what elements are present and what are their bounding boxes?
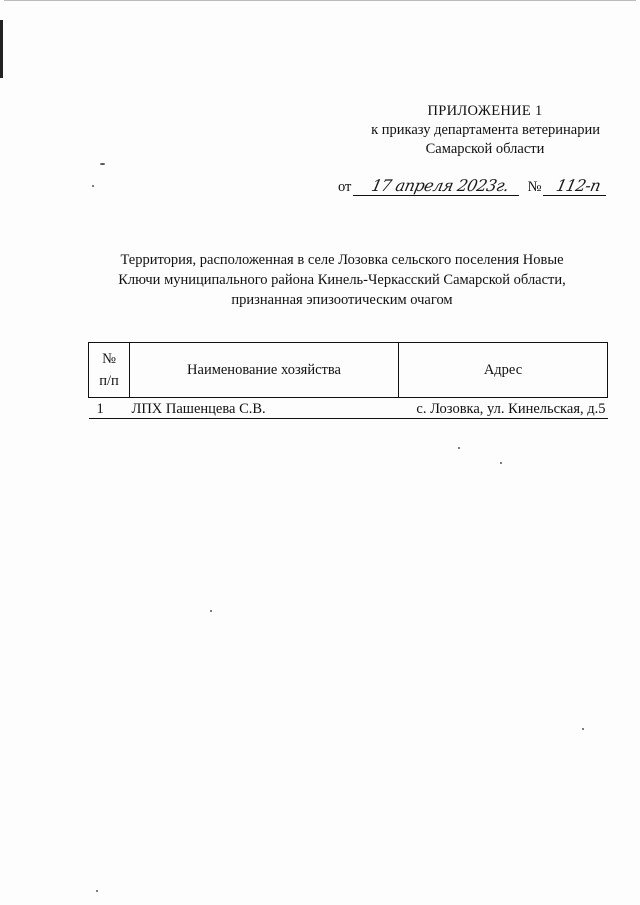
scan-speck [100,163,105,165]
scan-edge-top [4,0,636,1]
scan-speck [458,447,460,449]
header-address: Адрес [399,343,608,398]
header-number-abbr: п/п [99,373,119,389]
scan-speck [582,728,584,730]
row-number: 1 [89,398,130,419]
from-label: от [338,179,352,195]
handwritten-date: 17 апреля 2023г. [353,176,523,196]
scan-speck [500,462,502,464]
appendix-title: ПРИЛОЖЕНИЕ 1 [427,103,543,119]
row-farm-name: ЛПХ Пашенцева С.В. [130,398,399,419]
table-header-row [89,343,608,398]
appendix-order-reference: к приказу департамента ветеринарии [371,122,600,138]
scan-speck [210,610,212,612]
appendix-region: Самарской области [425,141,545,157]
appendix-block [300,102,600,159]
heading-line-1: Территория, расположенная в селе Лозовка сельского поселения Новые [120,252,564,268]
table-row [89,398,608,419]
header-farm-name: Наименование хозяйства [130,343,399,398]
row-address: с. Лозовка, ул. Кинельская, д.5 [399,398,608,419]
scan-speck [92,185,94,187]
heading-line-3: признанная эпизоотическим очагом [231,292,453,308]
number-label: № [527,179,542,195]
scan-speck [96,890,98,892]
handwritten-number: 112-п [543,176,610,196]
scan-edge-left [0,20,3,78]
header-number-symbol: № [102,351,116,367]
order-date-number-line [338,172,608,196]
heading-line-2: Ключи муниципального района Кинель-Черкасский Самарской области, [118,272,566,288]
farms-table [88,342,608,419]
document-heading [92,250,592,310]
header-number [89,343,130,398]
